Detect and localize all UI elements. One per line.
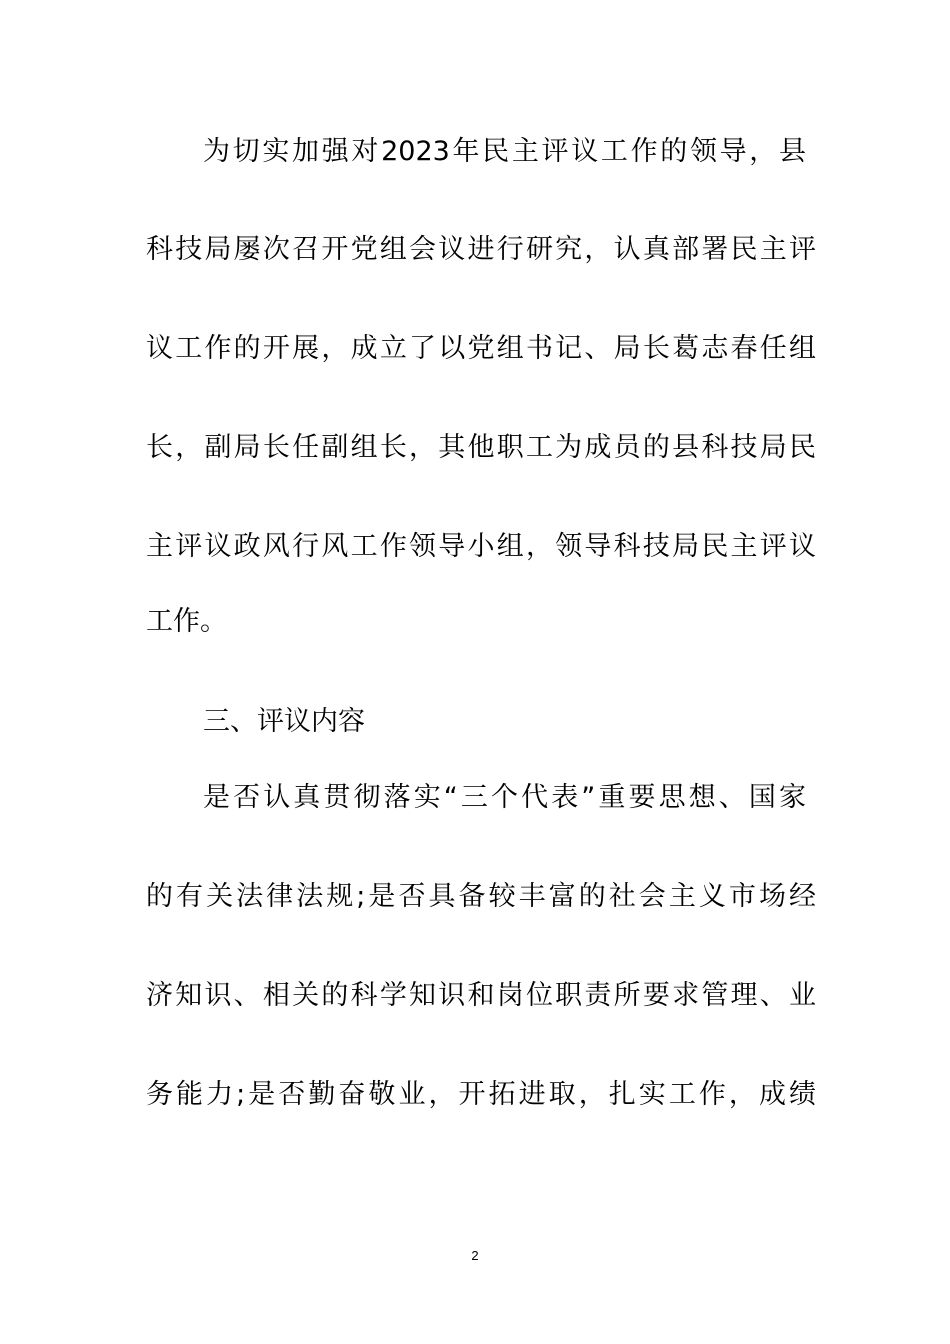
section-heading: 三、评议内容: [203, 706, 365, 737]
page-number: 2: [471, 1248, 479, 1263]
paragraph-line: 济知识、相关的科学知识和岗位职责所要求管理、业: [146, 980, 816, 1011]
paragraph-line: 主评议政风行风工作领导小组，领导科技局民主评议: [146, 531, 816, 562]
paragraph-line: 科技局屡次召开党组会议进行研究，认真部署民主评: [146, 234, 816, 265]
paragraph-line: 议工作的开展，成立了以党组书记、局长葛志春任组: [146, 333, 816, 364]
paragraph-line: 为切实加强对2023年民主评议工作的领导，县: [203, 136, 806, 167]
paragraph-line: 工作。: [146, 606, 227, 637]
paragraph-line: 的有关法律法规;是否具备较丰富的社会主义市场经: [146, 881, 816, 912]
paragraph-line: 务能力;是否勤奋敬业，开拓进取，扎实工作，成绩: [146, 1079, 816, 1110]
paragraph-line: 是否认真贯彻落实“三个代表”重要思想、国家: [203, 782, 806, 813]
paragraph-line: 长，副局长任副组长，其他职工为成员的县科技局民: [146, 432, 816, 463]
